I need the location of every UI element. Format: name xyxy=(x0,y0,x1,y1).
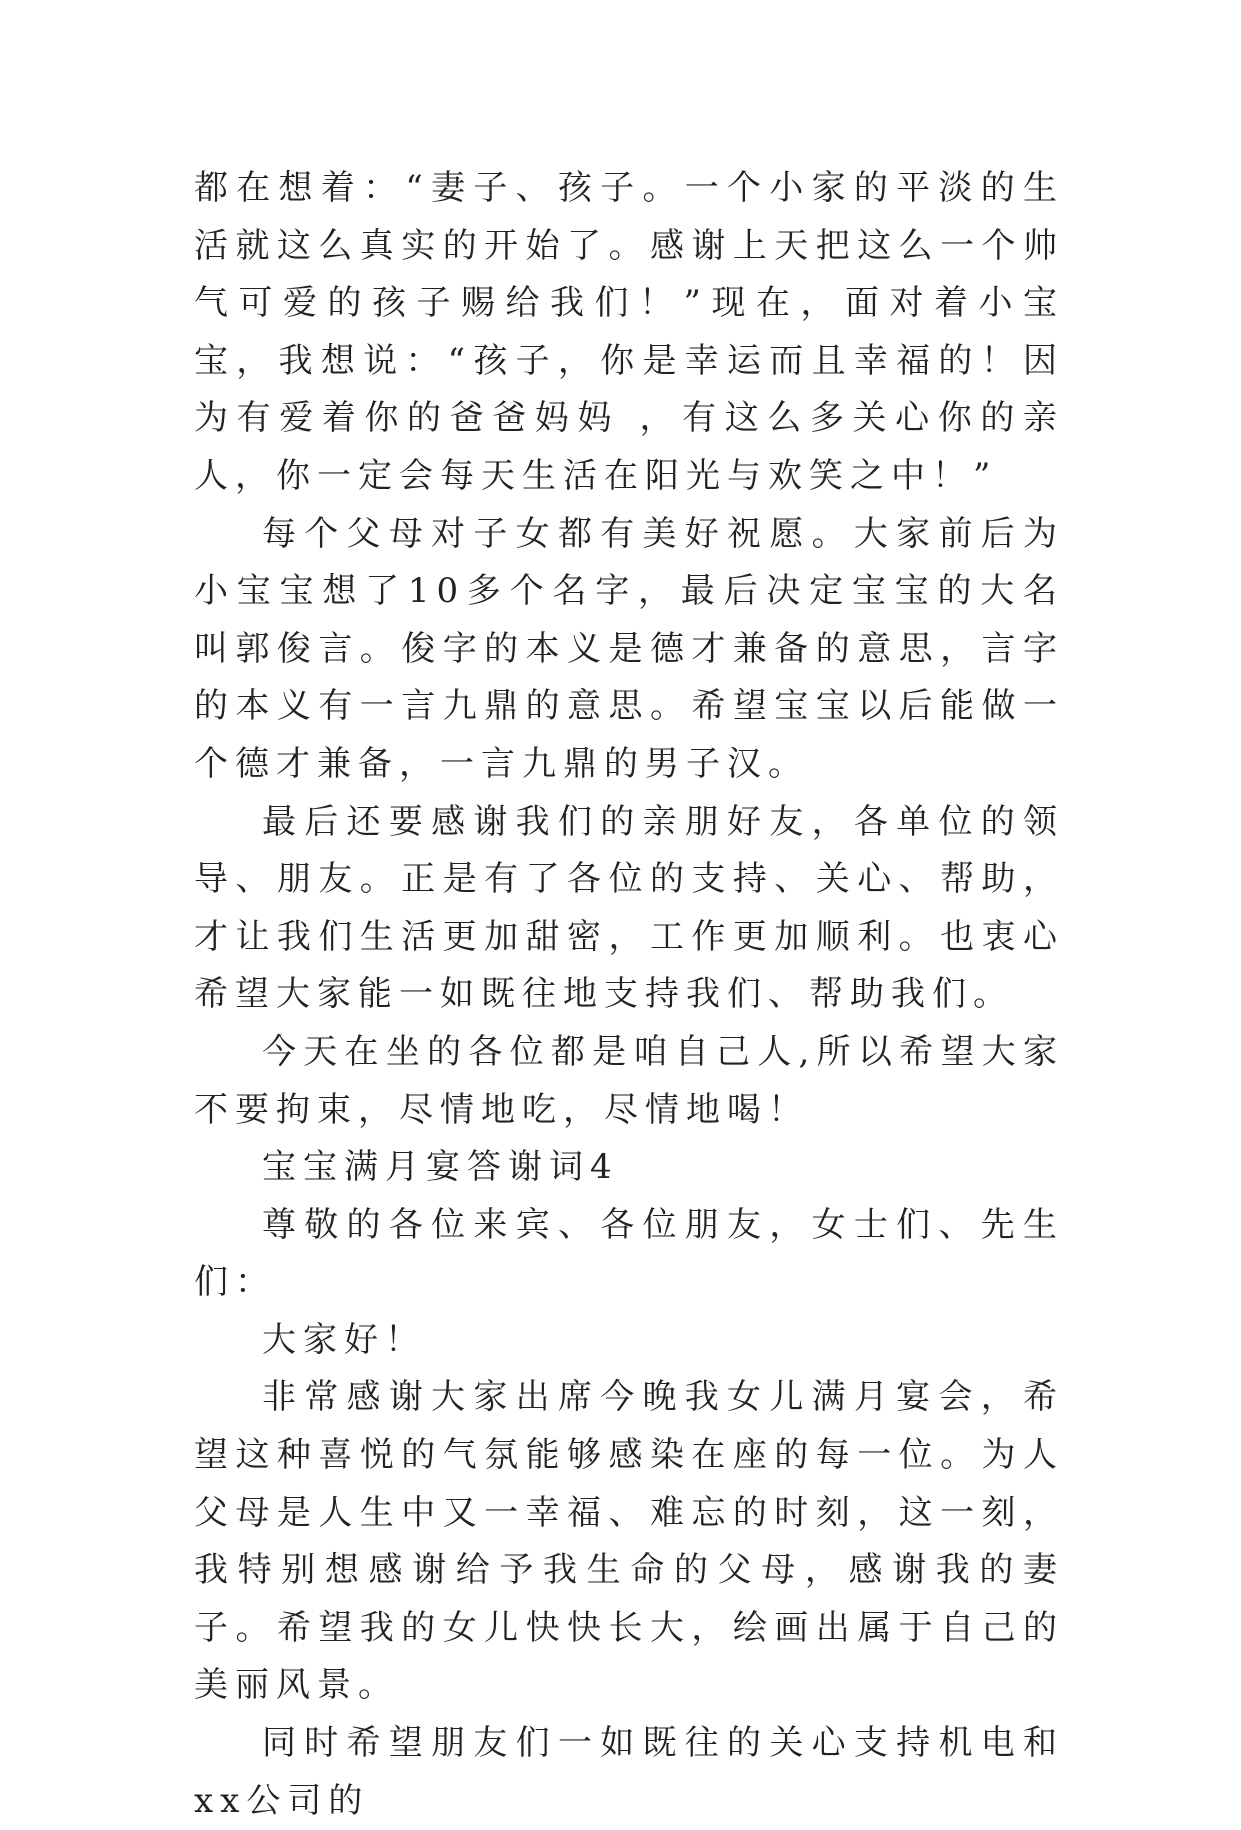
paragraph: 非常感谢大家出席今晚我女儿满月宴会，希望这种喜悦的气氛能够感染在座的每一位。为人父母是人生中又一幸福、难忘的时刻，这一刻，我特别想感谢给予我生命的父母，感谢我的妻子。希望我的女儿快快长大，绘画出属于自己的美丽风景。 xyxy=(194,1377,1064,1706)
paragraph: 同时希望朋友们一如既往的关心支持机电和xx公司的 xyxy=(194,1723,1064,1821)
document-body xyxy=(194,160,1064,1830)
paragraph: 都在想着：“妻子、孩子。一个小家的平淡的生活就这么真实的开始了。感谢上天把这么一个帅气可爱的孩子赐给我们！”现在，面对着小宝宝，我想说：“孩子，你是幸运而且幸福的！因为有爱着你的爸爸妈妈 ，有这么多关心你的亲人，你一定会每天生活在阳光与欢笑之中！” xyxy=(194,168,1064,496)
paragraph: 最后还要感谢我们的亲朋好友，各单位的领导、朋友。正是有了各位的支持、关心、帮助，才让我们生活更加甜密，工作更加顺利。也衷心希望大家能一如既往地支持我们、帮助我们。 xyxy=(194,801,1064,1015)
paragraph: 每个父母对子女都有美好祝愿。大家前后为小宝宝想了10多个名字，最后决定宝宝的大名叫郭俊言。俊字的本义是德才兼备的意思，言字的本义有一言九鼎的意思。希望宝宝以后能做一个德才兼备，一言九鼎的男子汉。 xyxy=(194,513,1064,784)
greeting: 大家好！ xyxy=(262,1319,426,1360)
paragraph: 今天在坐的各位都是咱自己人,所以希望大家不要拘束，尽情地吃，尽情地喝！ xyxy=(194,1031,1064,1130)
section-heading: 宝宝满月宴答谢词4 xyxy=(262,1147,619,1188)
salutation: 尊敬的各位来宾、各位朋友，女士们、先生们： xyxy=(194,1204,1064,1303)
